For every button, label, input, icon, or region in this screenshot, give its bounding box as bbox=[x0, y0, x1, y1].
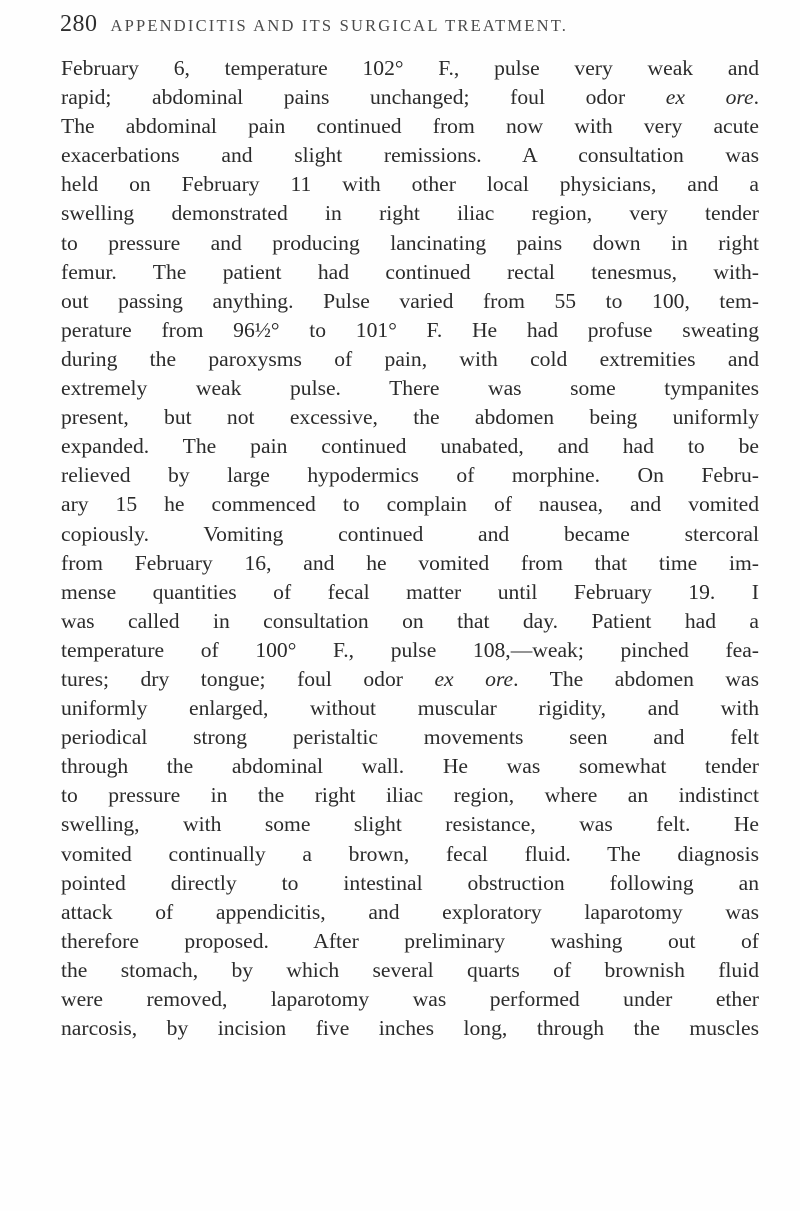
running-head bbox=[60, 11, 760, 51]
text-line: femur. The patient had continued rectal tenesmus, with- bbox=[61, 259, 759, 284]
text-line: The abdominal pain continued from now with very acute bbox=[61, 114, 759, 139]
text-line: narcosis, by incision five inches long, through the muscles bbox=[61, 1016, 759, 1041]
text-line: held on February 11 with other local physicians, and a bbox=[61, 172, 759, 197]
text-line: relieved by large hypodermics of morphine. On Febru- bbox=[61, 463, 759, 488]
text-line: the stomach, by which several quarts of brownish fluid bbox=[61, 957, 759, 982]
latin-phrase: ex ore bbox=[665, 85, 754, 110]
text-line: tures; dry tongue; foul odor ex ore. The abdomen was bbox=[61, 666, 759, 691]
text-line: through the abdominal wall. He was somewhat tender bbox=[61, 754, 759, 779]
text-line: swelling demonstrated in right iliac region, very tender bbox=[61, 201, 759, 226]
latin-phrase: ex ore bbox=[434, 666, 514, 691]
text-line: from February 16, and he vomited from that time im- bbox=[61, 550, 759, 575]
text-line: mense quantities of fecal matter until February 19. I bbox=[61, 579, 759, 604]
text-line: vomited continually a brown, fecal fluid. The diagnosis bbox=[61, 841, 759, 866]
text-line: swelling, with some slight resistance, was felt. He bbox=[61, 812, 759, 837]
text-line: copiously. Vomiting continued and became stercoral bbox=[61, 521, 759, 546]
text-line: February 6, temperature 102° F., pulse very weak and bbox=[61, 56, 759, 80]
text-line: were removed, laparotomy was performed under ether bbox=[61, 987, 759, 1011]
text-line: present, but not excessive, the abdomen being uniformly bbox=[61, 405, 759, 430]
text-line: pointed directly to intestinal obstruction following an bbox=[61, 870, 759, 895]
text-line: therefore proposed. After preliminary washing out of bbox=[61, 928, 759, 953]
text-line: ary 15 he commenced to complain of nausea, and vomited bbox=[61, 492, 759, 517]
text-line: to pressure in the right iliac region, where an indistinct bbox=[61, 783, 759, 808]
text-line: attack of appendicitis, and exploratory laparotomy was bbox=[61, 899, 759, 924]
text-line: expanded. The pain continued unabated, and had to be bbox=[61, 434, 759, 459]
text-line: during the paroxysms of pain, with cold extremities and bbox=[61, 346, 759, 371]
text-line: temperature of 100° F., pulse 108,—weak; pinched fea- bbox=[61, 637, 759, 662]
text-line: rapid; abdominal pains unchanged; foul odor ex ore. bbox=[61, 85, 759, 110]
text-line: uniformly enlarged, without muscular rigidity, and with bbox=[61, 696, 759, 721]
page-number: 280 bbox=[60, 11, 98, 37]
text-line: out passing anything. Pulse varied from 55 to 100, tem- bbox=[61, 288, 759, 313]
text-line: to pressure and producing lancinating pains down in right bbox=[61, 230, 759, 255]
body-text bbox=[61, 54, 759, 1043]
running-title: APPENDICITIS AND ITS SURGICAL TREATMENT. bbox=[110, 16, 569, 35]
text-line: periodical strong peristaltic movements seen and felt bbox=[61, 725, 759, 750]
text-line: was called in consultation on that day. Patient had a bbox=[61, 608, 759, 633]
text-line: extremely weak pulse. There was some tympanites bbox=[61, 376, 759, 401]
text-line: exacerbations and slight remissions. A consultation was bbox=[61, 143, 759, 168]
text-line: perature from 96½° to 101° F. He had profuse sweating bbox=[61, 317, 759, 342]
